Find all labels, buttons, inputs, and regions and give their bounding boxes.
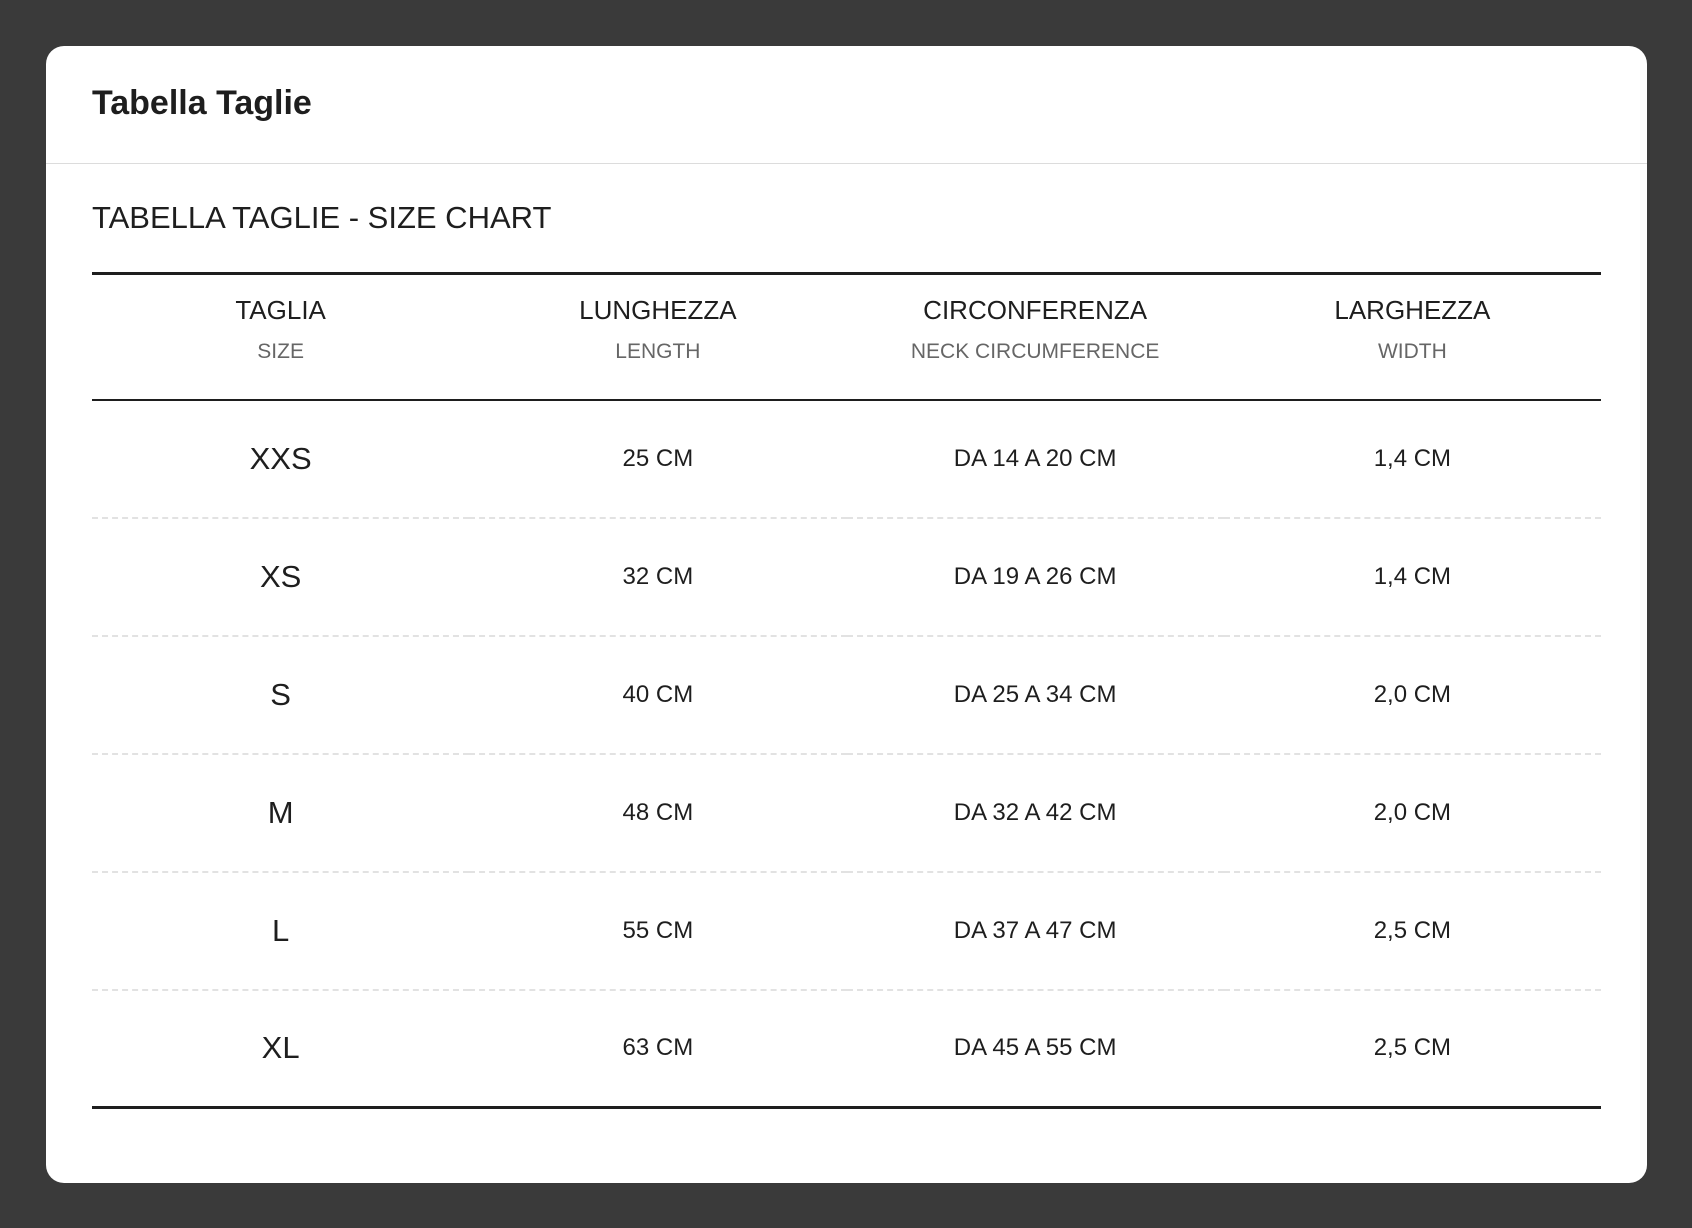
column-header-sublabel: WIDTH (1377, 340, 1447, 364)
length-cell: 55 CM (622, 916, 694, 944)
size-table-body (92, 400, 1601, 1108)
column-header-label: LARGHEZZA (1334, 295, 1491, 325)
length-cell: 25 CM (622, 444, 694, 472)
size-cell: L (272, 912, 290, 948)
column-header-label: TAGLIA (235, 295, 326, 325)
size-cell: S (270, 676, 291, 712)
column-header-sublabel: LENGTH (615, 340, 701, 364)
width-cell: 2,0 CM (1373, 680, 1452, 708)
length-cell: 48 CM (622, 798, 694, 826)
column-header-label: LUNGHEZZA (579, 295, 737, 325)
neck-circumference-cell: DA 45 A 55 CM (953, 1034, 1117, 1062)
table-row (92, 872, 1601, 990)
neck-circumference-cell: DA 37 A 47 CM (953, 916, 1117, 944)
size-cell: M (267, 794, 294, 830)
width-cell: 1,4 CM (1373, 444, 1452, 472)
length-cell: 63 CM (622, 1034, 694, 1062)
modal-body (46, 164, 1647, 1109)
width-cell: 1,4 CM (1373, 562, 1452, 590)
width-cell: 2,0 CM (1373, 798, 1452, 826)
length-cell: 32 CM (622, 562, 694, 590)
table-row (92, 636, 1601, 754)
modal-title: Tabella Taglie (92, 84, 312, 122)
neck-circumference-cell: DA 32 A 42 CM (953, 798, 1117, 826)
column-header-length (469, 274, 846, 400)
width-cell: 2,5 CM (1373, 1034, 1452, 1062)
column-header-width (1224, 274, 1601, 400)
column-header-size (92, 274, 469, 400)
column-header-sublabel: NECK CIRCUMFERENCE (910, 340, 1160, 364)
size-table-header (92, 274, 1601, 400)
width-cell: 2,5 CM (1373, 916, 1452, 944)
modal-header (46, 46, 1647, 164)
neck-circumference-cell: DA 25 A 34 CM (953, 680, 1117, 708)
table-row (92, 990, 1601, 1108)
size-cell: XXS (249, 440, 312, 476)
size-chart-modal (46, 46, 1647, 1183)
size-cell: XS (259, 558, 302, 594)
size-table (92, 272, 1601, 1109)
column-header-label: CIRCONFERENZA (923, 295, 1148, 325)
length-cell: 40 CM (622, 680, 694, 708)
size-chart-heading: TABELLA TAGLIE - SIZE CHART (92, 200, 552, 235)
column-header-sublabel: SIZE (257, 340, 304, 364)
table-row (92, 518, 1601, 636)
neck-circumference-cell: DA 19 A 26 CM (953, 562, 1117, 590)
column-header-neck-circumference (847, 274, 1224, 400)
table-row (92, 754, 1601, 872)
table-row (92, 400, 1601, 518)
size-cell: XL (261, 1030, 300, 1066)
size-table-header-row (92, 274, 1601, 400)
neck-circumference-cell: DA 14 A 20 CM (953, 444, 1117, 472)
